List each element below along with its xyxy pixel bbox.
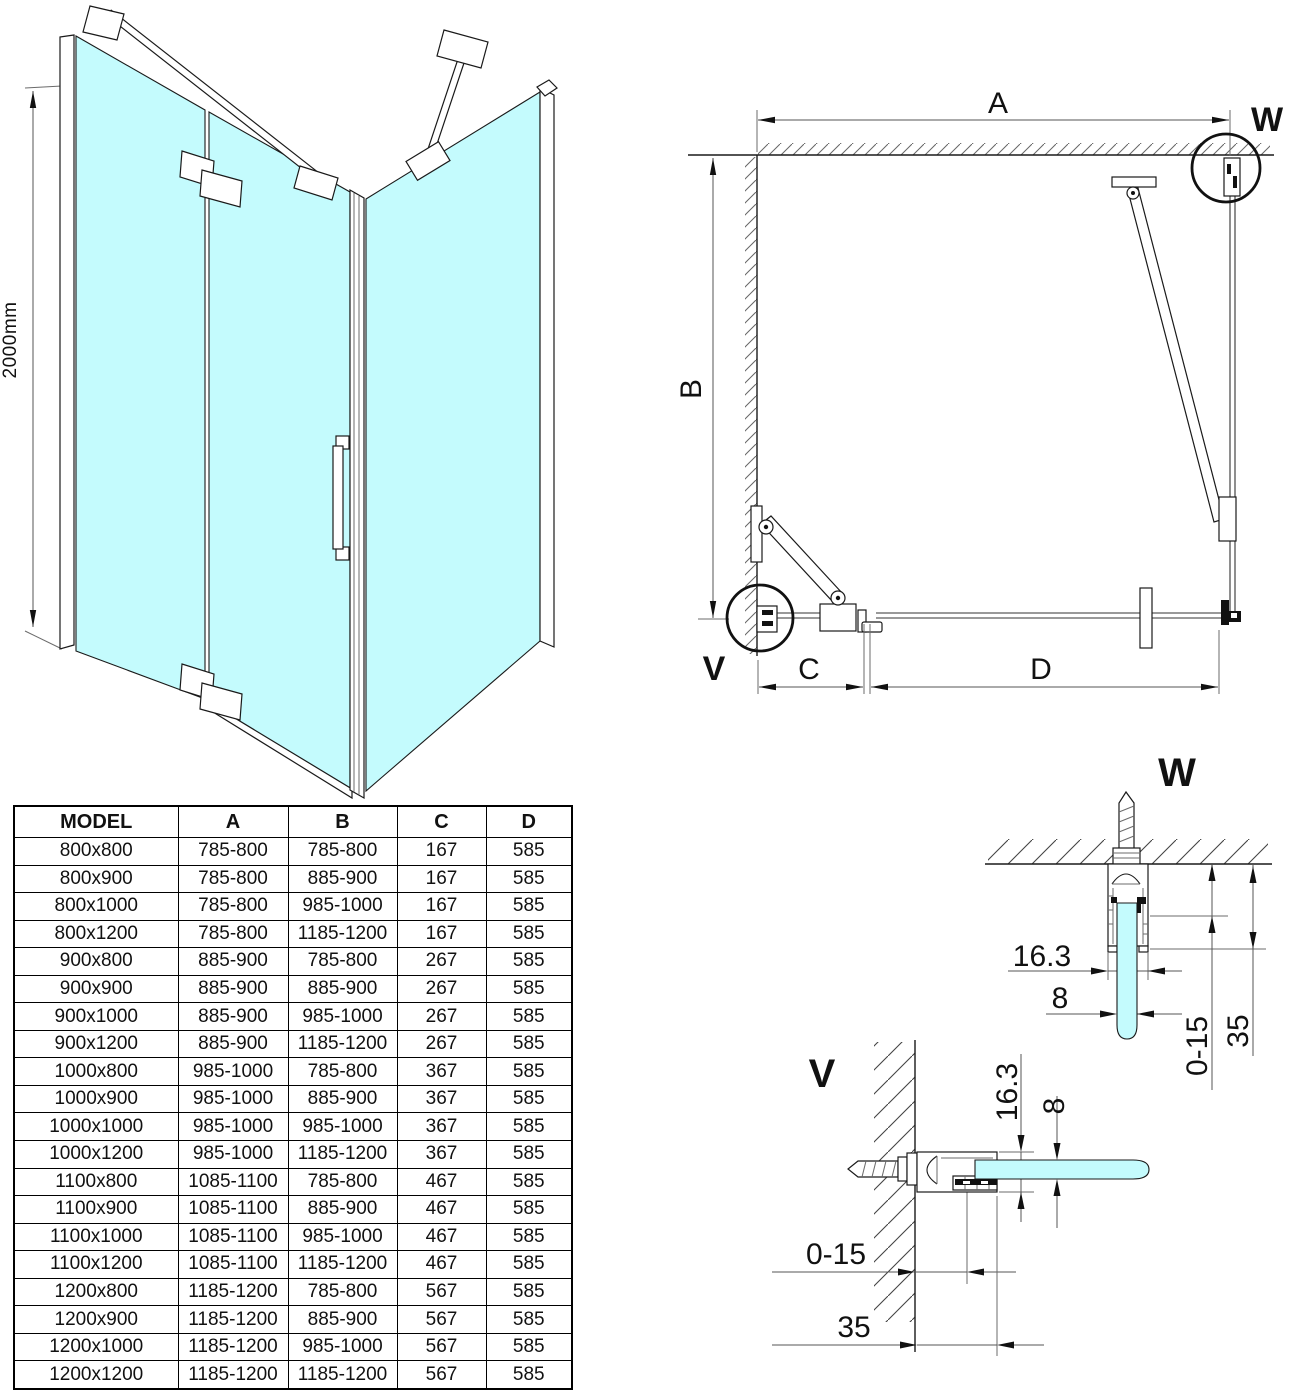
cell-d: 585 xyxy=(486,920,572,948)
cell-model: 900x1000 xyxy=(14,1003,178,1031)
cell-c: 467 xyxy=(397,1168,486,1196)
detail-w-drawing xyxy=(985,751,1272,1090)
detail-w-profile-width: 16.3 xyxy=(1012,940,1072,973)
cell-a: 985-1000 xyxy=(178,1085,288,1113)
cell-model: 900x800 xyxy=(14,948,178,976)
detail-v-title: V xyxy=(808,1052,836,1096)
header-b: B xyxy=(288,806,397,838)
cell-model: 800x900 xyxy=(14,865,178,893)
cell-d: 585 xyxy=(486,1030,572,1058)
cell-d: 585 xyxy=(486,1251,572,1279)
cell-model: 900x1200 xyxy=(14,1030,178,1058)
cell-d: 585 xyxy=(486,1003,572,1031)
table-row xyxy=(14,1113,572,1141)
dimension-a-label: A xyxy=(987,87,1009,120)
cell-d: 585 xyxy=(486,1141,572,1169)
table-row xyxy=(14,920,572,948)
height-dimension-label: 2000mm xyxy=(0,301,21,379)
cell-b: 985-1000 xyxy=(288,1333,397,1361)
cell-a: 785-800 xyxy=(178,838,288,866)
wall-hatch-left xyxy=(745,157,757,654)
wall-hatch-top xyxy=(758,143,1270,155)
detail-v-drawing xyxy=(772,1040,1149,1356)
table-row xyxy=(14,1333,572,1361)
detail-v-profile-depth: 35 xyxy=(837,1311,871,1344)
table-row xyxy=(14,948,572,976)
cell-c: 167 xyxy=(397,920,486,948)
table-row xyxy=(14,1085,572,1113)
cell-d: 585 xyxy=(486,1361,572,1389)
cell-d: 585 xyxy=(486,948,572,976)
cell-model: 1000x1200 xyxy=(14,1141,178,1169)
cell-d: 585 xyxy=(486,1168,572,1196)
cell-model: 800x1200 xyxy=(14,920,178,948)
detail-w-title: W xyxy=(1158,751,1196,795)
detail-v-adjust-range: 0-15 xyxy=(805,1238,867,1271)
cell-b: 785-800 xyxy=(288,948,397,976)
table-row xyxy=(14,975,572,1003)
cell-c: 467 xyxy=(397,1223,486,1251)
header-d: D xyxy=(486,806,572,838)
table-row xyxy=(14,1003,572,1031)
cell-b: 1185-1200 xyxy=(288,920,397,948)
cell-b: 785-800 xyxy=(288,1278,397,1306)
cell-c: 567 xyxy=(397,1278,486,1306)
cell-b: 785-800 xyxy=(288,838,397,866)
cell-b: 885-900 xyxy=(288,1306,397,1334)
cell-c: 467 xyxy=(397,1196,486,1224)
cell-d: 585 xyxy=(486,1223,572,1251)
cell-a: 1085-1100 xyxy=(178,1196,288,1224)
cell-c: 367 xyxy=(397,1085,486,1113)
glass-pane-section xyxy=(975,1160,1149,1179)
dimension-c-label: C xyxy=(798,653,820,686)
cell-model: 1100x800 xyxy=(14,1168,178,1196)
cell-c: 167 xyxy=(397,865,486,893)
cell-d: 585 xyxy=(486,865,572,893)
cell-model: 1100x1000 xyxy=(14,1223,178,1251)
cell-a: 1185-1200 xyxy=(178,1278,288,1306)
cell-model: 900x900 xyxy=(14,975,178,1003)
cell-c: 167 xyxy=(397,838,486,866)
side-glass-panel xyxy=(366,92,540,791)
table-row xyxy=(14,1030,572,1058)
door-glass-panel xyxy=(209,112,350,788)
wall-profile-strip xyxy=(60,35,74,649)
cell-a: 1085-1100 xyxy=(178,1168,288,1196)
dimension-d-label: D xyxy=(1030,653,1052,686)
cell-c: 367 xyxy=(397,1113,486,1141)
corner-connector-plan xyxy=(1221,600,1229,625)
left-wall-profile-plan xyxy=(757,606,777,632)
table-row xyxy=(14,838,572,866)
cell-model: 1000x1000 xyxy=(14,1113,178,1141)
cell-b: 1185-1200 xyxy=(288,1361,397,1389)
header-c: C xyxy=(397,806,486,838)
cell-model: 1200x800 xyxy=(14,1278,178,1306)
cell-b: 1185-1200 xyxy=(288,1030,397,1058)
table-row xyxy=(14,1223,572,1251)
cell-model: 1000x900 xyxy=(14,1085,178,1113)
left-support-bar-plan xyxy=(751,506,845,605)
table-header-row xyxy=(14,806,572,838)
dimension-b-label: B xyxy=(675,378,708,400)
anchor-screw xyxy=(1113,792,1140,864)
detail-w-profile-depth: 35 xyxy=(1222,1014,1255,1048)
cell-b: 885-900 xyxy=(288,975,397,1003)
cell-model: 1200x1200 xyxy=(14,1361,178,1389)
table-row xyxy=(14,1196,572,1224)
detail-w-ref-label: W xyxy=(1250,101,1284,139)
cell-c: 267 xyxy=(397,1003,486,1031)
detail-w-glass-thickness: 8 xyxy=(1051,982,1069,1015)
table-row xyxy=(14,1141,572,1169)
plan-view xyxy=(675,87,1284,694)
header-a: A xyxy=(178,806,288,838)
side-wall-profile xyxy=(540,88,554,647)
cell-a: 1185-1200 xyxy=(178,1333,288,1361)
cell-a: 885-900 xyxy=(178,1030,288,1058)
size-table xyxy=(13,805,573,1390)
cell-a: 1085-1100 xyxy=(178,1251,288,1279)
cell-d: 585 xyxy=(486,1113,572,1141)
cell-c: 467 xyxy=(397,1251,486,1279)
cell-model: 1200x900 xyxy=(14,1306,178,1334)
cell-c: 267 xyxy=(397,975,486,1003)
detail-v-ref-label: V xyxy=(702,650,726,688)
table-row xyxy=(14,1058,572,1086)
cell-b: 785-800 xyxy=(288,1168,397,1196)
cell-c: 367 xyxy=(397,1058,486,1086)
cell-model: 800x1000 xyxy=(14,893,178,921)
cell-d: 585 xyxy=(486,838,572,866)
cell-b: 985-1000 xyxy=(288,1223,397,1251)
cell-b: 985-1000 xyxy=(288,1113,397,1141)
table-row xyxy=(14,893,572,921)
cell-d: 585 xyxy=(486,1306,572,1334)
cell-model: 1000x800 xyxy=(14,1058,178,1086)
cell-a: 1085-1100 xyxy=(178,1223,288,1251)
detail-v-glass-thickness: 8 xyxy=(1038,1097,1071,1115)
table-row xyxy=(14,1361,572,1389)
cell-c: 267 xyxy=(397,948,486,976)
cell-a: 985-1000 xyxy=(178,1058,288,1086)
cell-a: 785-800 xyxy=(178,865,288,893)
table-row xyxy=(14,1306,572,1334)
cell-model: 1200x1000 xyxy=(14,1333,178,1361)
cell-c: 167 xyxy=(397,893,486,921)
cell-a: 785-800 xyxy=(178,920,288,948)
cell-b: 1185-1200 xyxy=(288,1141,397,1169)
detail-v-profile-width: 16.3 xyxy=(991,1062,1024,1122)
cell-a: 985-1000 xyxy=(178,1141,288,1169)
cell-d: 585 xyxy=(486,1333,572,1361)
cell-a: 885-900 xyxy=(178,975,288,1003)
detail-w-adjust-range: 0-15 xyxy=(1181,1015,1214,1077)
cell-b: 885-900 xyxy=(288,865,397,893)
corner-post xyxy=(350,190,364,798)
cell-d: 585 xyxy=(486,975,572,1003)
cell-a: 785-800 xyxy=(178,893,288,921)
cell-c: 567 xyxy=(397,1306,486,1334)
table-row xyxy=(14,1278,572,1306)
hinge-block-plan xyxy=(820,604,856,631)
cell-a: 885-900 xyxy=(178,948,288,976)
cell-b: 885-900 xyxy=(288,1196,397,1224)
cell-c: 367 xyxy=(397,1141,486,1169)
right-support-bar-plan xyxy=(1112,177,1236,541)
fixed-glass-panel xyxy=(76,36,205,699)
isometric-view xyxy=(0,6,557,798)
top-wall-profile-plan xyxy=(1224,158,1240,196)
cell-model: 800x800 xyxy=(14,838,178,866)
cell-a: 985-1000 xyxy=(178,1113,288,1141)
cell-d: 585 xyxy=(486,1278,572,1306)
handle-plan xyxy=(1140,588,1152,648)
cell-model: 1100x1200 xyxy=(14,1251,178,1279)
cell-a: 885-900 xyxy=(178,1003,288,1031)
cell-d: 585 xyxy=(486,1058,572,1086)
cell-a: 1185-1200 xyxy=(178,1306,288,1334)
cell-d: 585 xyxy=(486,1085,572,1113)
cell-d: 585 xyxy=(486,893,572,921)
cell-d: 585 xyxy=(486,1196,572,1224)
cell-c: 567 xyxy=(397,1333,486,1361)
cell-b: 985-1000 xyxy=(288,1003,397,1031)
table-row xyxy=(14,1168,572,1196)
table-row xyxy=(14,865,572,893)
cell-c: 267 xyxy=(397,1030,486,1058)
header-model: MODEL xyxy=(14,806,178,838)
cell-b: 785-800 xyxy=(288,1058,397,1086)
cell-b: 885-900 xyxy=(288,1085,397,1113)
cell-model: 1100x900 xyxy=(14,1196,178,1224)
cell-b: 1185-1200 xyxy=(288,1251,397,1279)
cell-c: 567 xyxy=(397,1361,486,1389)
cell-b: 985-1000 xyxy=(288,893,397,921)
table-row xyxy=(14,1251,572,1279)
glass-pane-section xyxy=(1117,903,1137,1039)
cell-a: 1185-1200 xyxy=(178,1361,288,1389)
